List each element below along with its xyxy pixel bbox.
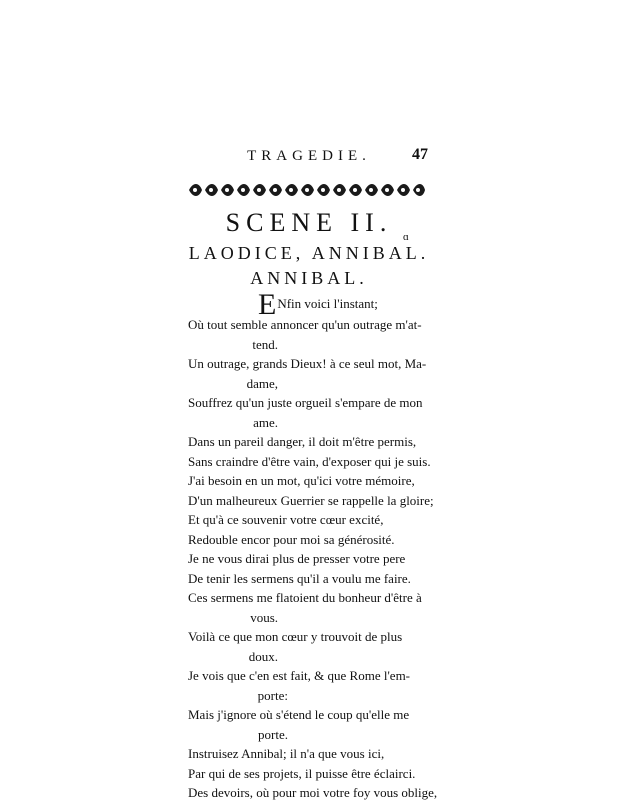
verse-line: porte: xyxy=(257,687,288,703)
verse-line: ENfin voici l'instant; xyxy=(258,288,378,321)
verse-line: Sans craindre d'être vain, d'exposer qui je suis. xyxy=(188,453,431,469)
verse-line: Je ne vous dirai plus de presser votre pere xyxy=(188,551,406,566)
verse-line: vous. xyxy=(250,609,278,625)
page-number: 47 xyxy=(412,146,428,163)
scene-characters: LAODICE, ANNIBAL. xyxy=(188,243,430,263)
verse-line: tend. xyxy=(252,336,278,352)
verse-line: D'un malheureux Guerrier se rappelle la gloire; xyxy=(188,492,434,508)
verse-line: De tenir les sermens qu'il a voulu me faire. xyxy=(188,570,411,586)
verse-text xyxy=(188,288,438,803)
verse-line: Un outrage, grands Dieux! à ce seul mot, Ma- xyxy=(188,356,427,371)
verse-line: Instruisez Annibal; il n'a que vous ici, xyxy=(188,746,385,761)
verse-line: Voilà ce que mon cœur y trouvoit de plus xyxy=(188,629,403,644)
verse-line: dame, xyxy=(246,375,278,391)
running-title: TRAGEDIE. xyxy=(247,148,371,164)
verse-line: Des devoirs, où pour moi votre foy vous oblige, xyxy=(188,785,438,800)
verse-line: J'ai besoin en un mot, qu'ici votre mémoire, xyxy=(188,473,415,488)
verse-line: Et qu'à ce souvenir votre cœur excité, xyxy=(188,512,384,527)
drop-cap: E xyxy=(258,288,277,321)
verse-line: porte. xyxy=(258,726,288,742)
verse-line: doux. xyxy=(248,648,278,664)
verse-line: Dans un pareil danger, il doit m'être permis, xyxy=(188,434,417,449)
verse-line: Par qui de ses projets, il puisse être éclairci. xyxy=(188,765,416,781)
verse-line: Ces sermens me flatoient du bonheur d'être à xyxy=(188,590,422,605)
verse-line: Je vois que c'en est fait, & que Rome l'em- xyxy=(188,668,411,683)
speaker-name: ANNIBAL. xyxy=(250,268,368,288)
verse-line: Où tout semble annoncer qu'un outrage m'at- xyxy=(188,317,422,332)
verse-line: ame. xyxy=(253,414,278,430)
margin-mark: ɑ xyxy=(403,231,409,243)
verse-line: Mais j'ignore où s'étend le coup qu'elle me xyxy=(188,707,410,722)
verse-line: Souffrez qu'un juste orgueil s'empare de mon xyxy=(188,395,423,410)
scene-title: SCENE II. xyxy=(225,208,393,237)
verse-line: Redouble encor pour moi sa générosité. xyxy=(188,531,395,547)
ornament-band xyxy=(187,179,427,201)
